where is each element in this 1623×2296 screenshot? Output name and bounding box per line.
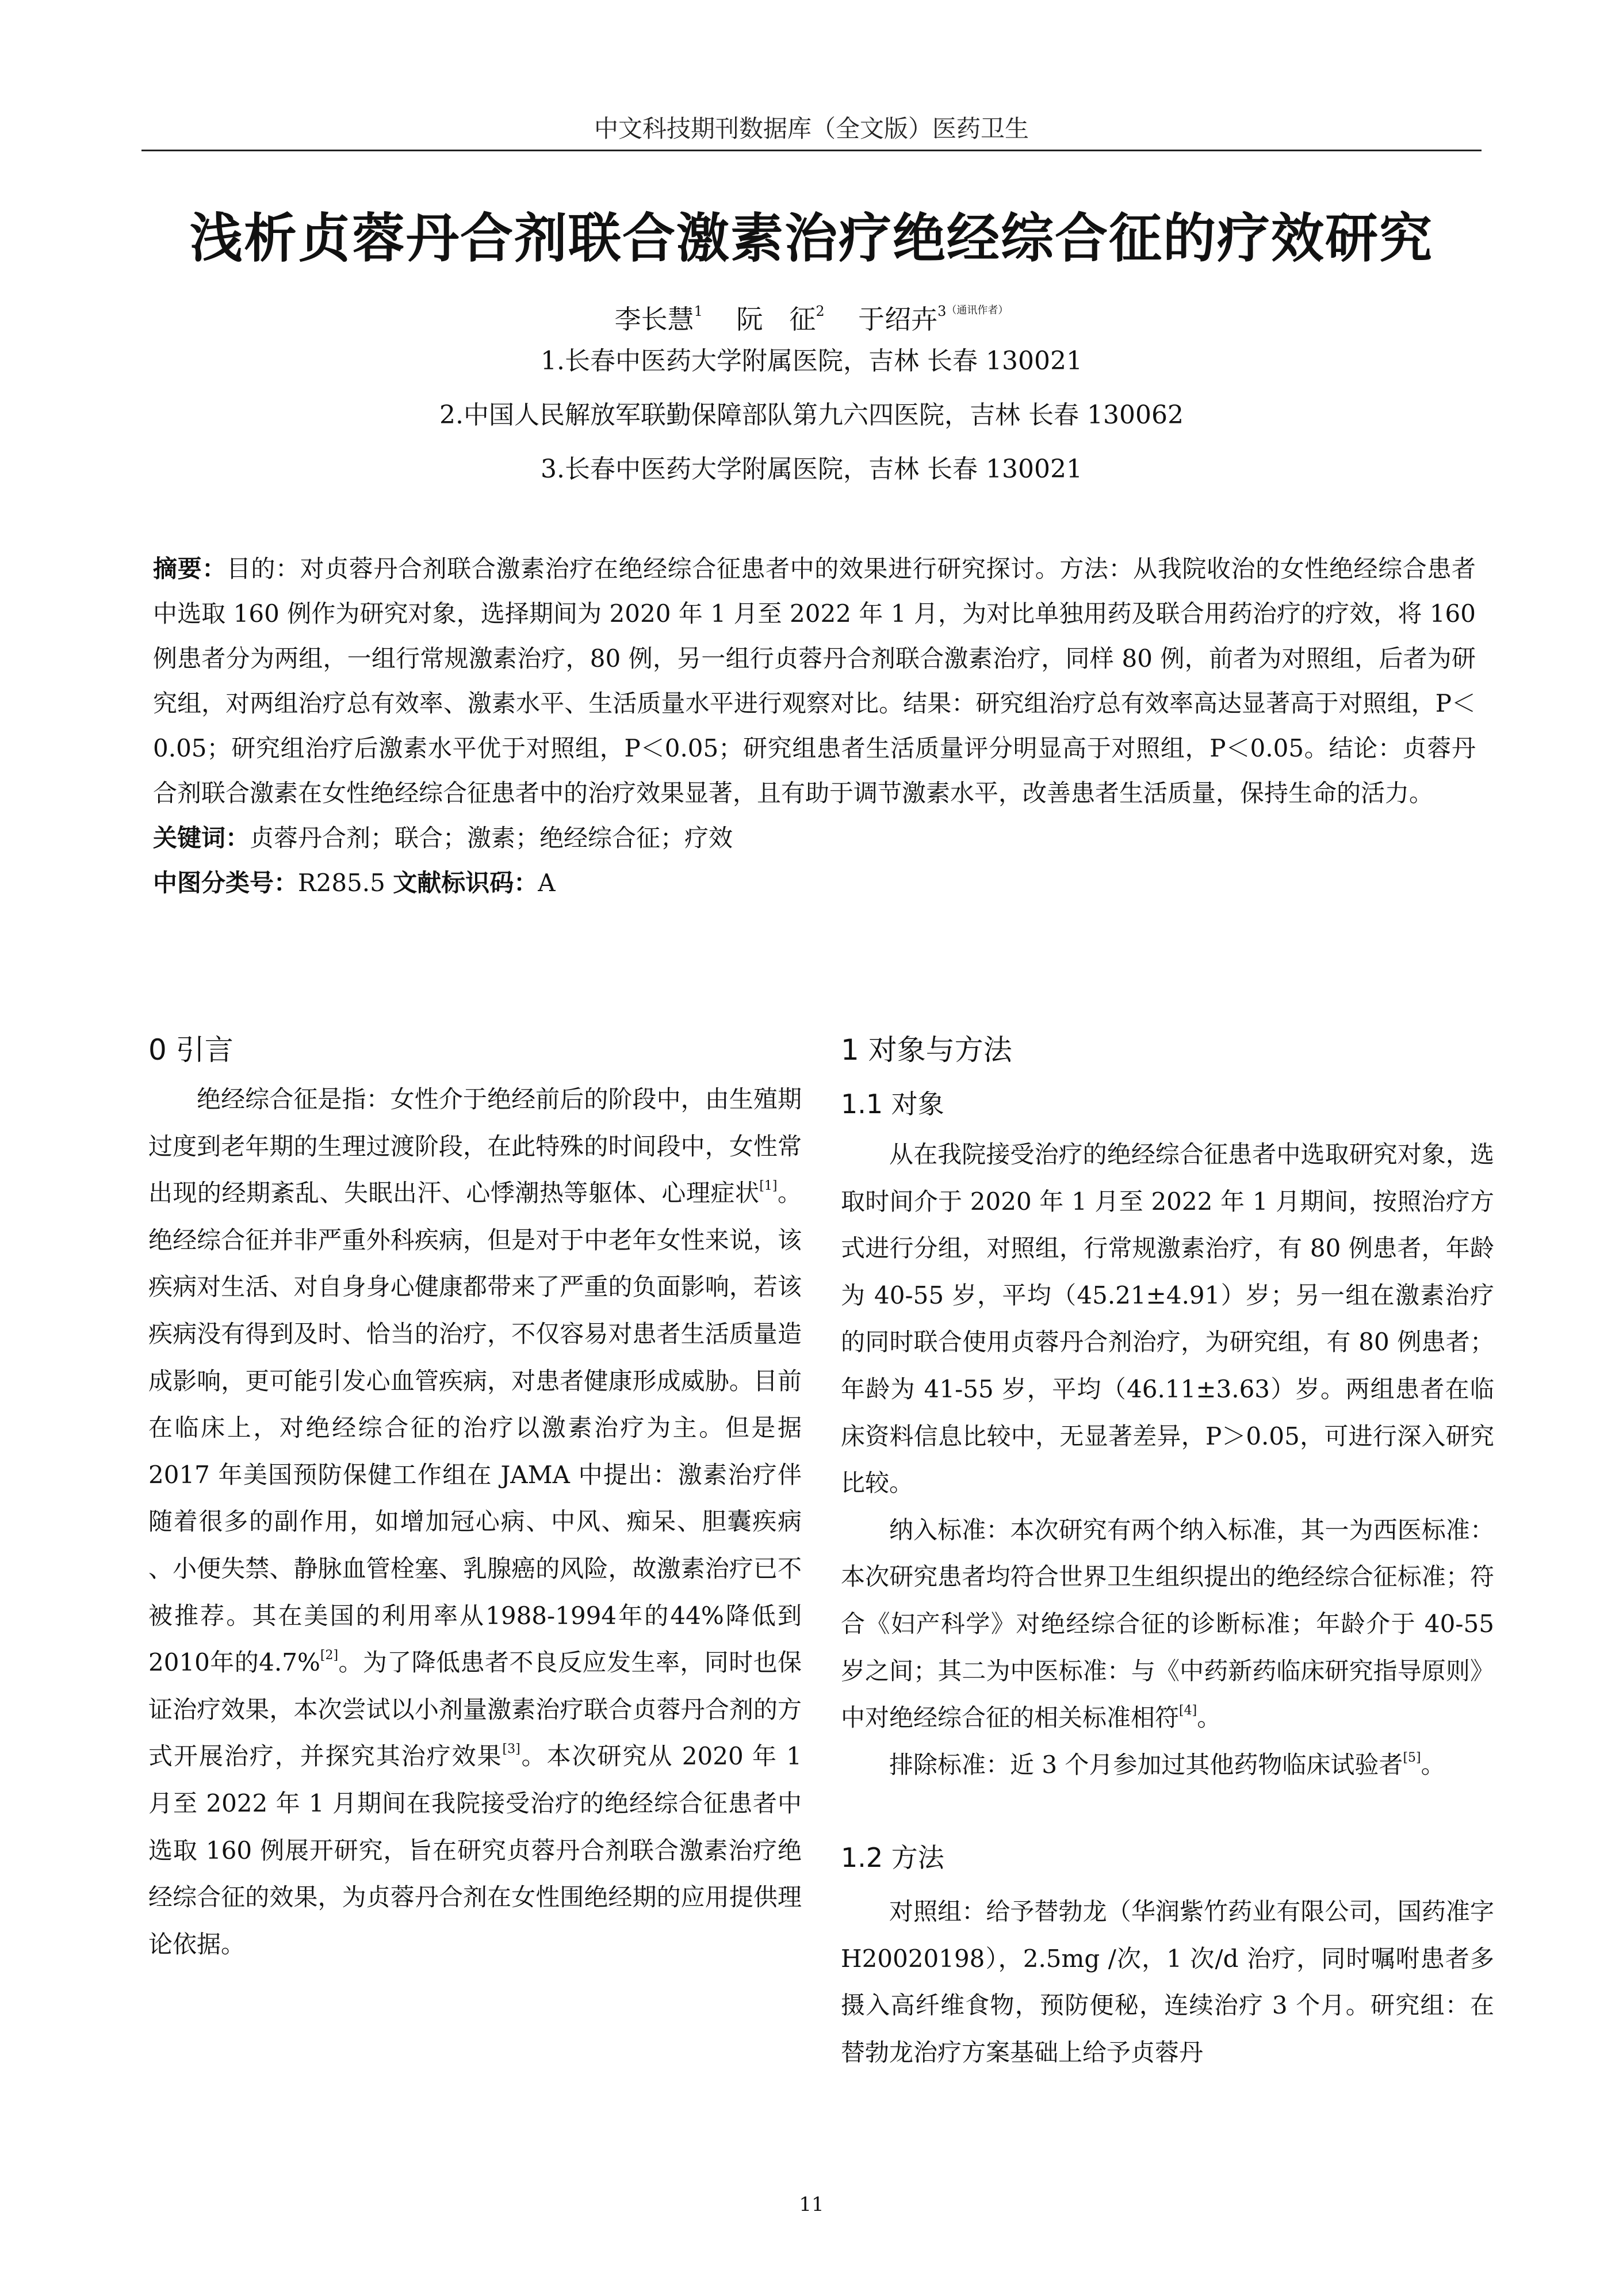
clc-value: R285.5 [298, 869, 385, 897]
keywords-label: 关键词： [153, 824, 250, 852]
affiliation-3: 3.长春中医药大学附属医院，吉林 长春 130021 [541, 454, 1082, 484]
paragraph [148, 1076, 802, 1968]
clc-label: 中图分类号： [153, 869, 298, 897]
paragraph-text: 。 [1197, 1703, 1222, 1732]
paragraph [841, 1507, 1494, 1741]
header-divider [141, 150, 1482, 151]
author-affiliation-mark: 1 [694, 303, 703, 319]
paragraph-text: 。本次研究从 2020 年 1 月至 2022 年 1 月期间在我院接受治疗的绝经综合征患者中选取 160 例展开研究，旨在研究贞蓉丹合剂联合激素治疗绝经综合征的效果，为贞蓉丹合剂在女性围绝经期的应用提供理论依据。 [148, 1742, 802, 1958]
paragraph-text: 。为了降低患者不良反应发生率，同时也保证治疗效果，本次尝试以小剂量激素治疗联合贞蓉丹合剂的方式开展治疗，并探究其治疗效果 [148, 1648, 802, 1771]
paragraph-text: 。绝经综合征并非严重外科疾病，但是对于中老年女性来说，该疾病对生活、对自身身心健康都带来了严重的负面影响，若该疾病没有得到及时、恰当的治疗，不仅容易对患者生活质量造成影响，更可能引发心血管疾病，对患者健康形成威胁。目前在临床上，对绝经综合征的治疗以激素治疗为主。但是据 2017 年美国预防保健工作组在 JAMA 中提出：激素治疗伴随着很多的副作用，如增加冠心病、中风、痴呆、胆囊疾病 、小便失禁、静脉血管栓塞、乳腺癌的风险，故激素治疗已不被推荐。其在美国的利用率从1988-1994年的44%降低到2010年的4.7% [148, 1179, 802, 1677]
citation: [5] [1403, 1750, 1421, 1765]
subsection-heading-methods: 1.2 方法 [841, 1842, 944, 1873]
paragraph-text: 。 [1421, 1750, 1445, 1779]
citation: [1] [759, 1179, 778, 1194]
journal-header: 中文科技期刊数据库（全文版）医药卫生 [594, 114, 1029, 143]
affiliation-1: 1.长春中医药大学附属医院，吉林 长春 130021 [541, 346, 1082, 376]
abstract-block [153, 547, 1476, 906]
citation: [4] [1179, 1703, 1197, 1718]
author-affiliation-mark: 2 [816, 303, 825, 319]
paper-title: 浅析贞蓉丹合剂联合激素治疗绝经综合征的疗效研究 [189, 208, 1433, 269]
citation: [2] [320, 1648, 339, 1663]
classification [153, 861, 1476, 906]
doc-code-value: A [538, 869, 556, 897]
left-column-body [148, 1076, 802, 1968]
paragraph-text: 纳入标准：本次研究有两个纳入标准，其一为西医标准：本次研究患者均符合世界卫生组织提出的绝经综合征标准；符合《妇产科学》对绝经综合征的诊断标准；年龄介于 40-55 岁之间；其二为中医标准：与《中药新药临床研究指导原则》中对绝经综合征的相关标准相符 [841, 1515, 1494, 1732]
author-name: 阮 征 [736, 304, 816, 335]
abstract [153, 547, 1476, 816]
paragraph [841, 1741, 1494, 1789]
author-name: 李长慧 [614, 304, 694, 335]
paragraph-text: 排除标准：近 3 个月参加过其他药物临床试验者 [889, 1750, 1403, 1779]
author-affiliation-mark: 3 [937, 303, 947, 319]
right-column-body [841, 1131, 1494, 1788]
paragraph: 从在我院接受治疗的绝经综合征患者中选取研究对象，选取时间介于 2020 年 1 月至 2022 年 1 月期间，按照治疗方式进行分组，对照组，行常规激素治疗，有 80 例患者，年龄为 40-55 岁，平均（45.21±4.91）岁；另一组在激素治疗的同时联合使用贞蓉丹合剂治疗，为研究组，有 80 例患者；年龄为 41-55 岁，平均（46.11±3.63）岁。两组患者在临床资料信息比较中，无显著差异，P＞0.05，可进行深入研究比较。 [841, 1140, 1494, 1497]
author-name: 于绍卉 [858, 304, 938, 335]
section-heading-introduction: 0 引言 [148, 1033, 234, 1067]
citation: [3] [502, 1742, 520, 1757]
author-line [0, 291, 1623, 339]
page-number: 11 [799, 2193, 824, 2216]
subsection-heading-subjects: 1.1 对象 [841, 1088, 944, 1120]
paragraph-text: 绝经综合征是指：女性介于绝经前后的阶段中，由生殖期过度到老年期的生理过渡阶段，在此特殊的时间段中，女性常出现的经期紊乱、失眠出汗、心悸潮热等躯体、心理症状 [148, 1085, 802, 1208]
section-heading-methods: 1 对象与方法 [841, 1033, 1012, 1067]
affiliation-2: 2.中国人民解放军联勤保障部队第九六四医院，吉林 长春 130062 [439, 400, 1184, 430]
keywords-text: 贞蓉丹合剂；联合；激素；绝经综合征；疗效 [250, 824, 733, 852]
doc-code-label: 文献标识码： [393, 869, 538, 897]
paragraph: 对照组：给予替勃龙（华润紫竹药业有限公司，国药准字 H20020198），2.5mg /次，1 次/d 治疗，同时嘱咐患者多摄入高纤维食物，预防便秘，连续治疗 3 个月。研究组：在替勃龙治疗方案基础上给予贞蓉丹 [841, 1897, 1494, 2066]
keywords [153, 816, 1476, 861]
abstract-text: 目的：对贞蓉丹合剂联合激素治疗在绝经综合征患者中的效果进行研究探讨。方法：从我院收治的女性绝经综合患者中选取 160 例作为研究对象，选择期间为 2020 年 1 月至 2022 年 1 月，为对比单独用药及联合用药治疗的疗效，将 160 例患者分为两组，一组行常规激素治疗，80 例，另一组行贞蓉丹合剂联合激素治疗，同样 80 例，前者为对照组，后者为研究组，对两组治疗总有效率、激素水平、生活质量水平进行观察对比。结果：研究组治疗总有效率高达显著高于对照组，P＜0.05；研究组治疗后激素水平优于对照组，P＜0.05；研究组患者生活质量评分明显高于对照组，P＜0.05。结论：贞蓉丹合剂联合激素在女性绝经综合征患者中的治疗效果显著，且有助于调节激素水平，改善患者生活质量，保持生命的活力。 [153, 555, 1476, 807]
abstract-label: 摘要： [153, 555, 227, 583]
right-column-body-continued [841, 1888, 1494, 2076]
corresponding-author-note: （通讯作者） [946, 304, 1009, 316]
